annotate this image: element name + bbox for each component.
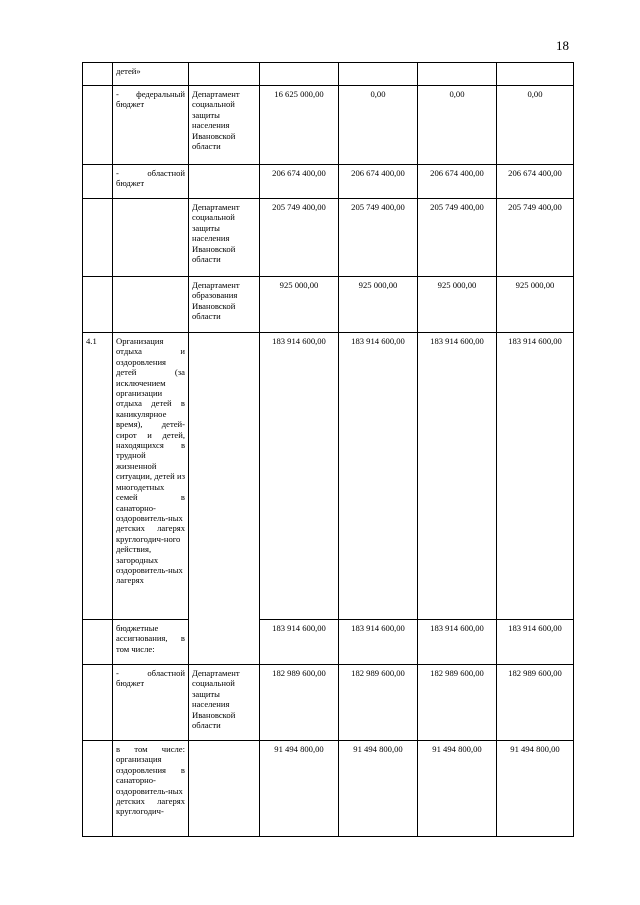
value-cell: 91 494 800,00 (260, 741, 339, 837)
name-cell: - областной бюджет (113, 165, 189, 199)
value-cell: 91 494 800,00 (497, 741, 574, 837)
row-number-cell (83, 63, 113, 86)
name-cell: детей» (113, 63, 189, 86)
value-cell: 206 674 400,00 (418, 165, 497, 199)
value-cell: 205 749 400,00 (418, 199, 497, 277)
dept-cell: Департамент социальной защиты населения Ивановской области (189, 199, 260, 277)
dept-cell (189, 333, 260, 665)
value-cell: 206 674 400,00 (260, 165, 339, 199)
dept-cell: Департамент образования Ивановской области (189, 277, 260, 333)
row-number-cell (83, 741, 113, 837)
name-cell: Организация отдыха и оздоровления детей (за исключением организации отдыха детей в каникулярное время), детей-сирот и детей, находящихся в трудной жизненной ситуации, детей из многодетных семей в санаторно-оздоровитель-ных детских лагерях круглогодич-ного действия, загородных оздоровитель-ных лагерях (113, 333, 189, 620)
value-cell: 91 494 800,00 (418, 741, 497, 837)
value-cell: 183 914 600,00 (497, 333, 574, 620)
row-number-cell (83, 665, 113, 741)
name-cell: - федеральный бюджет (113, 86, 189, 165)
value-cell: 205 749 400,00 (497, 199, 574, 277)
row-number-cell (83, 199, 113, 277)
dept-cell (189, 63, 260, 86)
value-cell: 206 674 400,00 (339, 165, 418, 199)
value-cell: 183 914 600,00 (260, 333, 339, 620)
value-cell: 183 914 600,00 (260, 620, 339, 665)
value-cell: 925 000,00 (339, 277, 418, 333)
value-cell: 182 989 600,00 (260, 665, 339, 741)
table-row (83, 620, 574, 665)
value-cell: 925 000,00 (497, 277, 574, 333)
row-number-cell: 4.1 (83, 333, 113, 620)
name-cell (113, 199, 189, 277)
dept-cell (189, 165, 260, 199)
value-cell (260, 63, 339, 86)
table-row (83, 86, 574, 165)
value-cell: 183 914 600,00 (339, 620, 418, 665)
dept-cell: Департамент социальной защиты населения Ивановской области (189, 665, 260, 741)
value-cell: 183 914 600,00 (418, 620, 497, 665)
name-cell: бюджетные ассигнования, в том числе: (113, 620, 189, 665)
value-cell: 925 000,00 (260, 277, 339, 333)
value-cell: 16 625 000,00 (260, 86, 339, 165)
value-cell: 182 989 600,00 (418, 665, 497, 741)
name-cell: в том числе: организация оздоровления в санаторно-оздоровитель-ных детских лагерях круглогодич- (113, 741, 189, 837)
name-cell (113, 277, 189, 333)
name-cell: - областной бюджет (113, 665, 189, 741)
value-cell: 183 914 600,00 (339, 333, 418, 620)
value-cell: 206 674 400,00 (497, 165, 574, 199)
value-cell (497, 63, 574, 86)
value-cell: 0,00 (497, 86, 574, 165)
table-row (83, 277, 574, 333)
value-cell: 91 494 800,00 (339, 741, 418, 837)
budget-table (82, 62, 574, 837)
value-cell (339, 63, 418, 86)
value-cell: 183 914 600,00 (497, 620, 574, 665)
table-row (83, 199, 574, 277)
table-row (83, 741, 574, 837)
value-cell: 182 989 600,00 (497, 665, 574, 741)
value-cell: 0,00 (418, 86, 497, 165)
row-number-cell (83, 277, 113, 333)
table-row (83, 665, 574, 741)
value-cell: 205 749 400,00 (339, 199, 418, 277)
table-row (83, 63, 574, 86)
value-cell: 182 989 600,00 (339, 665, 418, 741)
table-row (83, 165, 574, 199)
value-cell (418, 63, 497, 86)
dept-cell (189, 741, 260, 837)
value-cell: 205 749 400,00 (260, 199, 339, 277)
value-cell: 0,00 (339, 86, 418, 165)
dept-cell: Департамент социальной защиты населения Ивановской области (189, 86, 260, 165)
row-number-cell (83, 86, 113, 165)
row-number-cell (83, 620, 113, 665)
row-number-cell (83, 165, 113, 199)
value-cell: 183 914 600,00 (418, 333, 497, 620)
value-cell: 925 000,00 (418, 277, 497, 333)
table-row (83, 333, 574, 620)
page-number: 18 (556, 38, 569, 53)
